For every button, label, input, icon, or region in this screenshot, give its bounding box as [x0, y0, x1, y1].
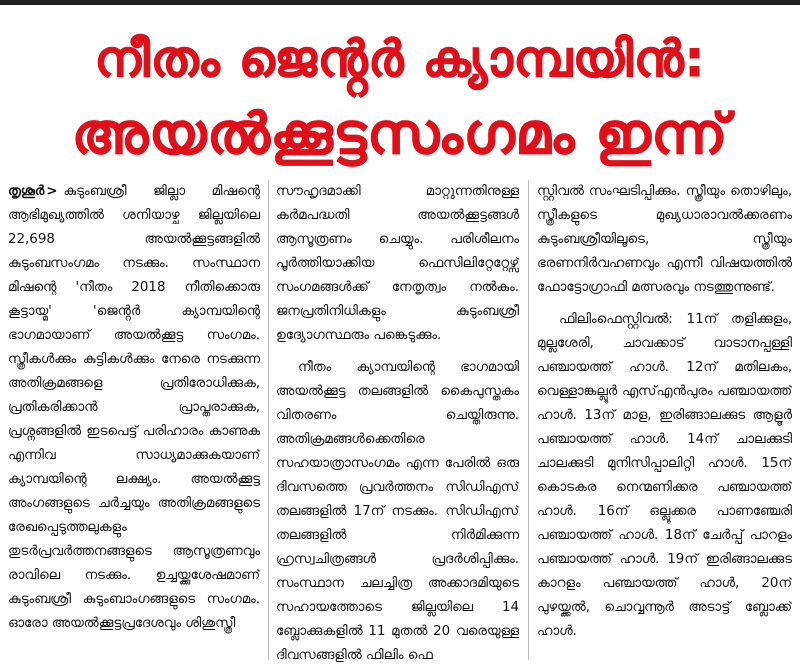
article-body	[0, 180, 800, 667]
headline-line-2: അയൽക്കൂട്ടസംഗമം ഇന്ന്	[71, 102, 729, 167]
paragraph: ഫിലിംഫെസ്റ്റിവൽ: 11ന് തളിക്കുളം, മുല്ലശേരി, ചാവക്കാട് വാടാനപ്പള്ളി പഞ്ചായത്ത് ഹാൾ. 12ന് മതിലകം, വെള്ളാങ്കല്ലൂർ എസ്എൻപുരം പഞ്ചായത്ത് ഹാൾ. 13ന് മാള, ഇരിങ്ങാലക്കുട ആളൂർ പഞ്ചായത്ത് ഹാൾ. 14ന് ചാലക്കുടി ചാലക്കുടി മുനിസിപ്പാലിറ്റി ഹാൾ. 15ന് കൊടകര നെന്മണിക്കര പഞ്ചായത്ത് ഹാൾ. 16ന് ഒല്ലൂക്കര പാണഞ്ചേരി പഞ്ചായത്ത് ഹാൾ. 18ന് ചേർപ്പ് പാറളം പഞ്ചായത്ത് ഹാൾ. 19ന് ഇരിങ്ങാലക്കുട കാറളം പഞ്ചായത്ത് ഹാൾ, 20ന് പുഴയ്ക്കൽ, ചൊവ്വന്നൂർ അടാട്ട് ബ്ലോക്ക് ഹാൾ.	[537, 312, 792, 639]
column-divider	[528, 180, 529, 660]
article-column-1	[8, 180, 260, 667]
paragraph	[8, 180, 260, 636]
dateline: തൃശൂർ	[8, 184, 45, 199]
article-column-2	[276, 180, 519, 667]
paragraph: സ്റ്റിവൽ സംഘടിപ്പിക്കും. സ്ത്രീയും തൊഴിലും, സ്ത്രീകളുടെ മുഖ്യധാരാവൽക്കരണം കുടുംബശ്രീയിലൂടെ, സ്ത്രീയും ഭരണനിർവഹണവും എന്നീ വിഷയത്തിൽ ഫോട്ടോഗ്രാഫി മത്സരവും നടത്തുന്നുണ്ട്.	[537, 184, 792, 295]
dateline-arrow: >	[46, 184, 58, 199]
paragraph: നീതം ക്യാമ്പയിന്റെ ഭാഗമായി അയൽക്കൂട്ട തലങ്ങളിൽ കൈപുസ്തകം വിതരണം ചെയ്തിരുന്നു. അതിക്രമങ്ങൾക്കെതിരെ സഹയാത്രാസംഗമം എന്ന പേരിൽ ഒരു ദിവസത്തെ പ്രവർത്തനം സിഡിഎസ് തലങ്ങളിൽ 17ന് നടക്കും. സിഡിഎസ് തലങ്ങളിൽ നിർമിക്കുന്ന ഹ്രസ്വചിത്രങ്ങൾ പ്രദർശിപ്പിക്കും. സംസ്ഥാന ചലച്ചിത്ര അക്കാദമിയുടെ സഹായത്തോടെ ജില്ലയിലെ 14 ബ്ലോക്കുകളിൽ 11 മുതൽ 20 വരെയുള്ള ദിവസങ്ങളിൽ ഫിലിം ഫെ	[276, 360, 519, 663]
article-column-3	[537, 180, 792, 667]
paragraph-text: കുടുംബശ്രീ ജില്ലാ മിഷന്റെ ആഭിമുഖ്യത്തിൽ ശനിയാഴ്ച ജില്ലയിലെ 22,698 അയൽക്കൂട്ടങ്ങളിൽ കുടുംബസംഗമം നടക്കും. സംസ്ഥാന മിഷന്റെ 'നീതം 2018 നീതിക്കൊരു കൂട്ടായ്മ' 'ജെൻ്റർ ക്യാമ്പയിന്റെ ഭാഗമായാണ് അയൽക്കൂട്ട സംഗമം. സ്ത്രീകൾക്കും കുട്ടികൾക്കും നേരെ നടക്കുന്ന അതിക്രമങ്ങളെ പ്രതിരോധിക്കുക, പ്രതികരിക്കാൻ പ്രാപ്തരാക്കുക, പ്രശ്നങ്ങളിൽ ഇടപെട്ട് പരിഹാരം കാണുക എന്നിവ സാധ്യമാക്കുകയാണ് ക്യാമ്പയിന്റെ ലക്ഷ്യം. അയൽക്കൂട്ട അംഗങ്ങളുടെ ചർച്ചയും അതിക്രമങ്ങളുടെ രേഖപ്പെടുത്തലുകളും തുടർപ്രവർത്തനങ്ങളുടെ ആസൂത്രണവും രാവിലെ നടക്കും. ഉച്ചയ്ക്കുശേഷമാണ് കുടുംബശ്രീ കുടുംബാംഗങ്ങളുടെ സംഗമം. ഓരോ അയൽക്കൂട്ടപ്രദേശവും ശിശുസ്ത്രീ	[8, 184, 260, 631]
column-divider	[268, 180, 269, 660]
paragraph: സൗഹൃദമാക്കി മാറ്റുന്നതിനുള്ള കർമപദ്ധതി അയൽക്കൂട്ടങ്ങൾ ആസൂത്രണം ചെയ്യും. പരിശീലനം പൂർത്തിയാക്കിയ ഫെസിലിറ്റേറ്റേഴ്സ് സംഗമങ്ങൾക്ക് നേതൃത്വം നൽകും. ജനപ്രതിനിധികളും കുടുംബശ്രീ ഉദ്യോഗസ്ഥരും പങ്കെടുക്കും.	[276, 184, 519, 343]
top-border-rule	[0, 0, 800, 5]
headline-line-1: നീതം ജെൻ്റർ ക്യാമ്പയിൻ:	[94, 30, 706, 88]
